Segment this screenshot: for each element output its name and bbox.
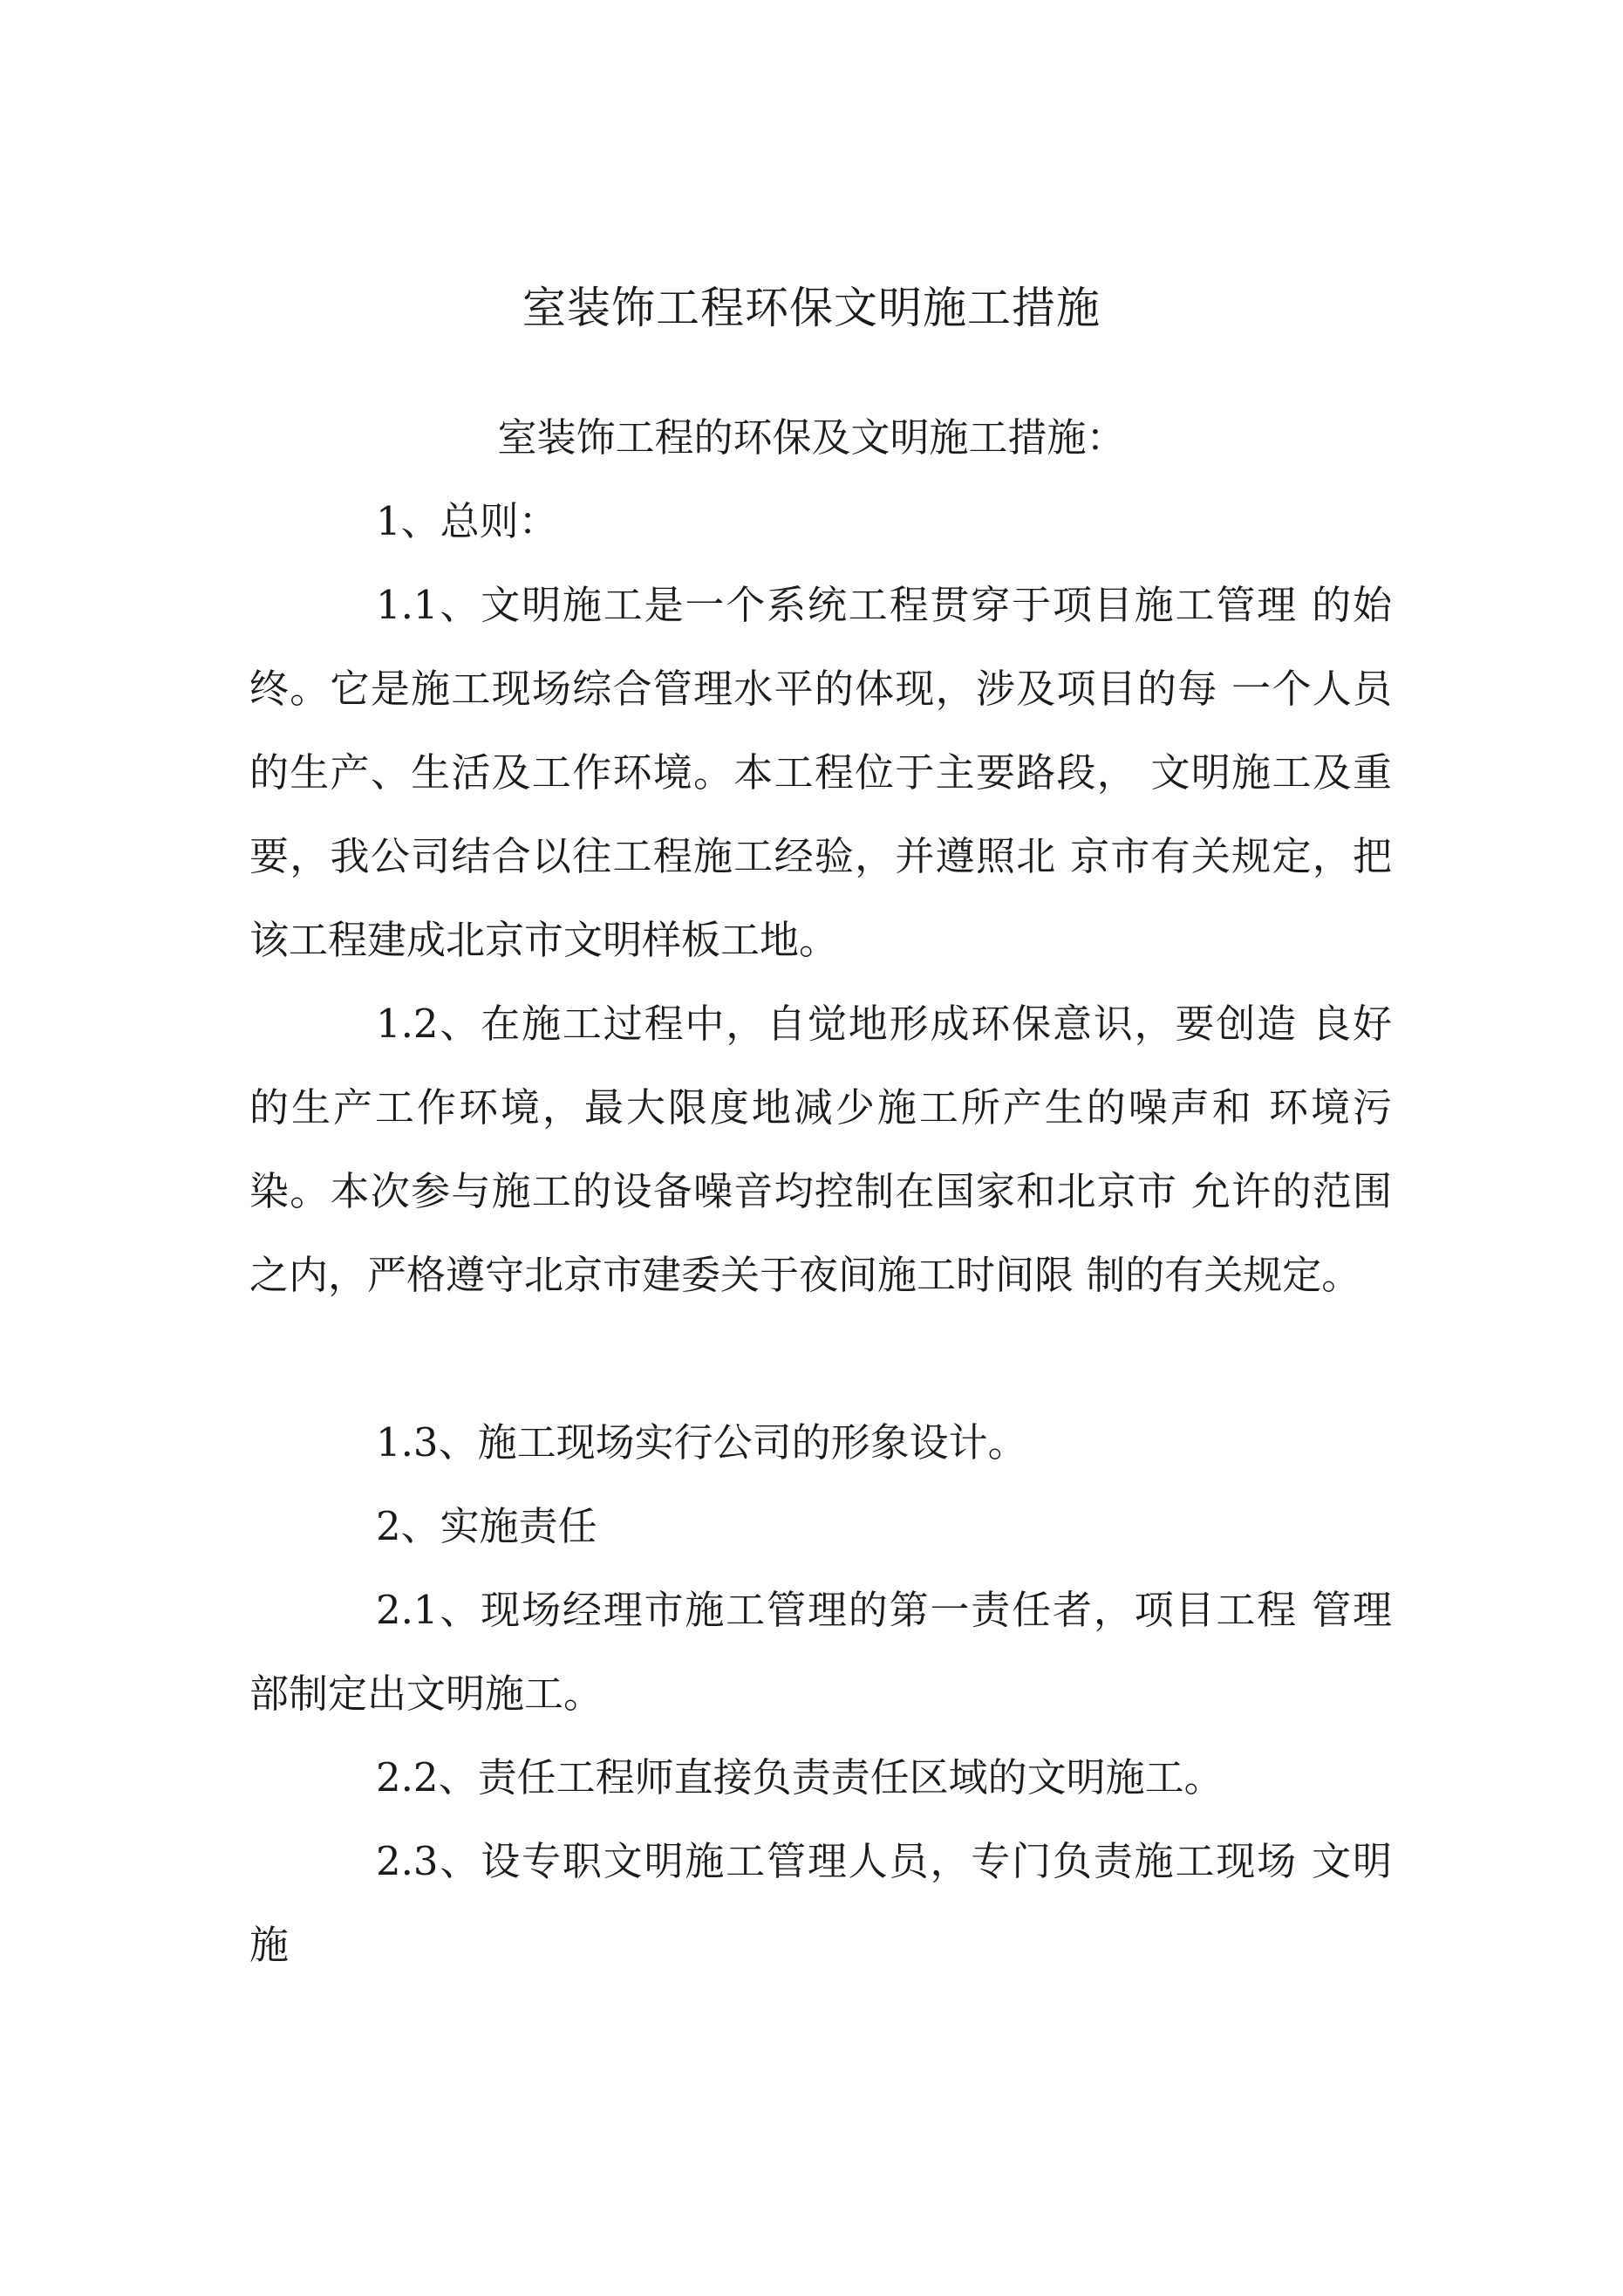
- paragraph-1-2: 1.2、在施工过程中，自觉地形成环保意识，要创造 良好的生产工作环境，最大限度地减少施工所产生的噪声和 环境污染。本次参与施工的设备噪音均控制在国家和北京市 允许的范围之内，严格遵守北京市建委关于夜间施工时间限 制的有关规定。: [249, 1001, 1392, 1298]
- paragraph-1-1: 1.1、文明施工是一个系统工程贯穿于项目施工管理 的始终。它是施工现场综合管理水平的体现，涉及项目的每 一个人员的生产、生活及工作环境。本工程位于主要路段， 文明施工及重要，我公司结合以往工程施工经验，并遵照北 京市有关规定，把该工程建成北京市文明样板工地。: [249, 582, 1392, 963]
- paragraph-2-3: 2.3、设专职文明施工管理人员，专门负责施工现场 文明施: [249, 1838, 1392, 1968]
- paragraph-1-3: 1.3、施工现场实行公司的形象设计。: [376, 1419, 1027, 1466]
- paragraph-2-2: 2.2、责任工程师直接负责责任区域的文明施工。: [376, 1754, 1224, 1801]
- document-title: 室装饰工程环保文明施工措施: [522, 283, 1101, 333]
- section-heading-responsibility: 2、实施责任: [376, 1503, 597, 1549]
- section-heading-general: 1、总则：: [376, 498, 558, 544]
- paragraph-2-1: 2.1、现场经理市施工管理的第一责任者，项目工程 管理部制定出文明施工。: [249, 1587, 1392, 1717]
- document-subtitle: 室装饰工程的环保及文明施工措施：: [497, 414, 1126, 461]
